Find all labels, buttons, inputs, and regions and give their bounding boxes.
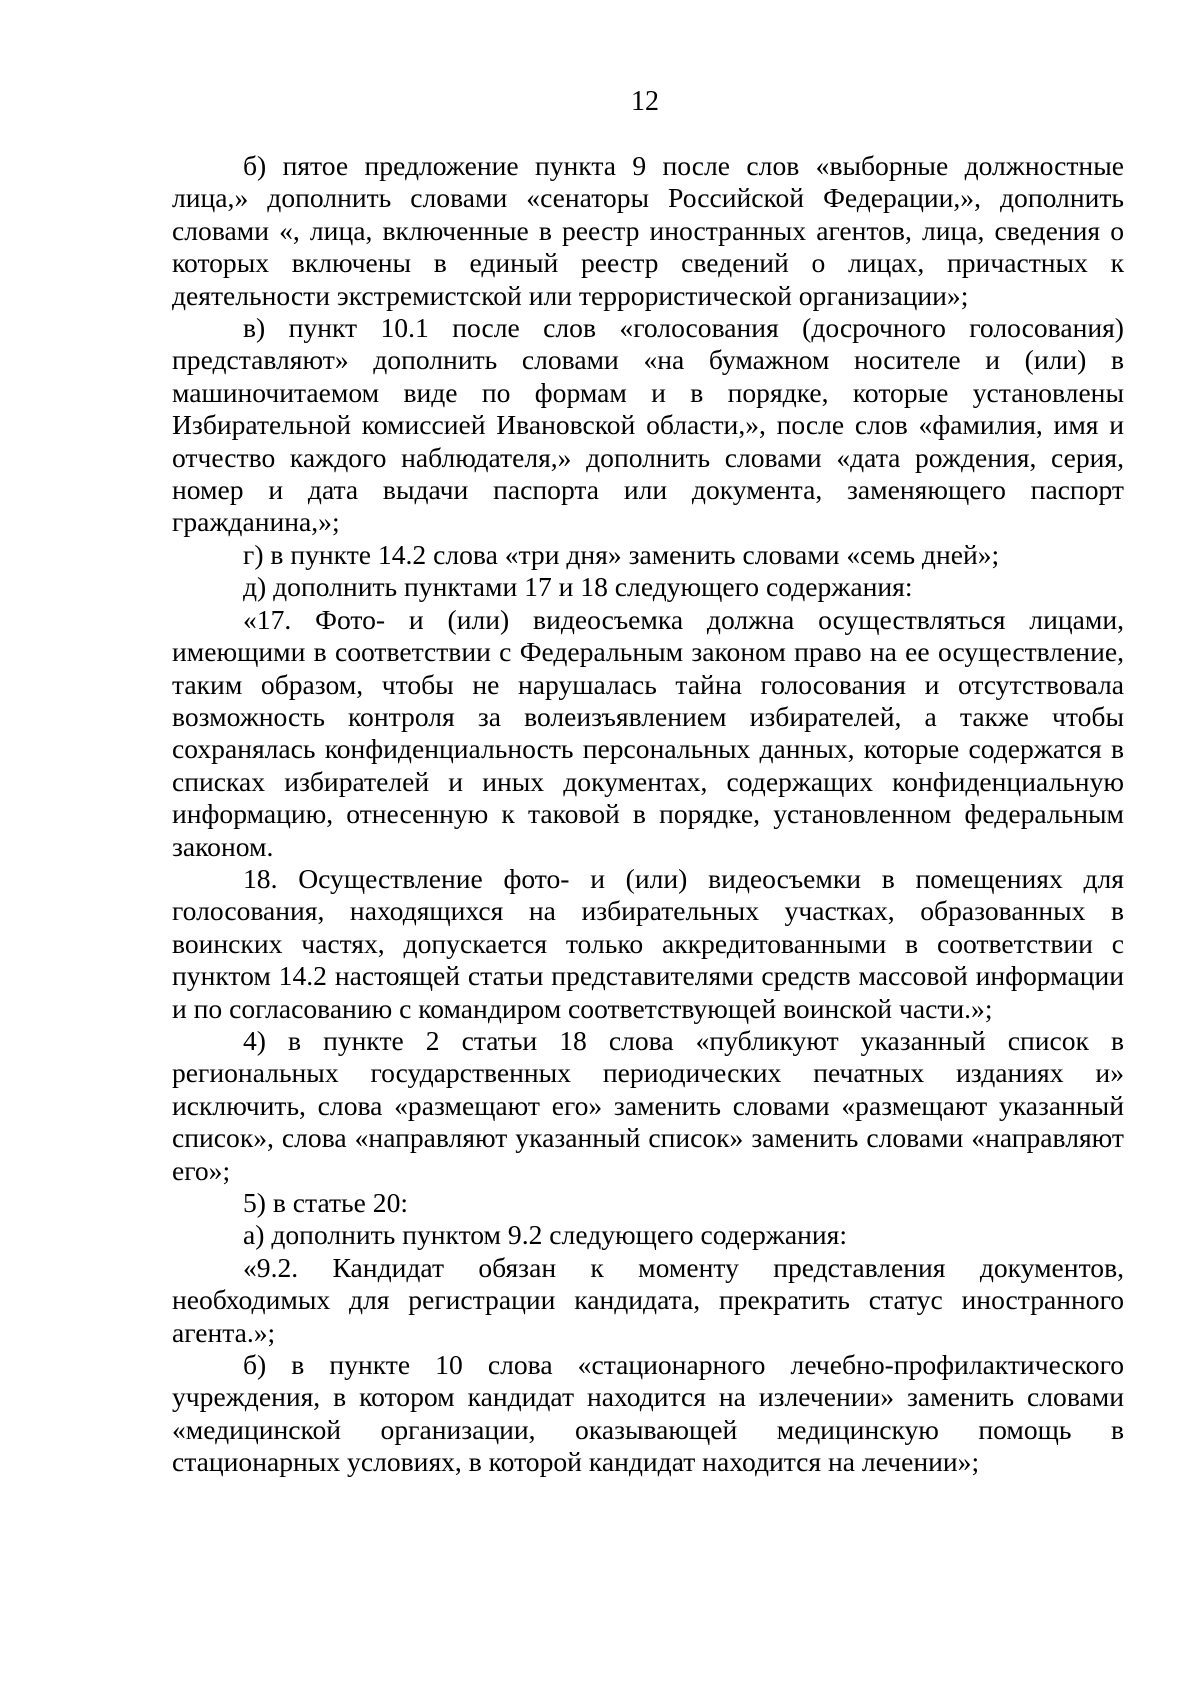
paragraph-d-add-items: д) дополнить пунктами 17 и 18 следующего содержания: [243,571,913,603]
paragraph-5-article-20: 5) в статье 20: [243,1187,409,1218]
paragraph-b-item-10: б) в пункте 10 слова «стационарного лечебно-профилактического учреждения, в котором кандидат находится на излечении» заменить словами «медицинской организации, оказывающей медицинскую помощь в стационарных условиях, в которой кандидат находится на лечении»; [172,1349,1124,1478]
page-number: 12 [631,86,659,117]
paragraph-item-17: «17. Фото- и (или) видеосъемка должна осуществляться лицами, имеющими в соответствии с Федеральным законом право на ее осуществление, таким образом, чтобы не нарушалась тайна голосования и отсутствовала возможность контроля за волеизъявлением избирателей, а также чтобы сохранялась конфиденциальность персональных данных, которые содержатся в списках избирателей и иных документах, содержащих конфиденциальную информацию, отнесенную к таковой в порядке, установленном федеральным законом. [172,603,1124,862]
paragraph-4-article-18: 4) в пункте 2 статьи 18 слова «публикуют указанный список в региональных государственных периодических печатных изданиях и» исключить, слова «размещают его» заменить словами «размещают указанный список», слова «направляют указанный список» заменить словами «направляют его»; [172,1024,1124,1186]
paragraph-item-9-2-text: «9.2. Кандидат обязан к моменту представления документов, необходимых для регистрации кандидата, прекратить статус иностранного агента.»; [172,1251,1124,1348]
document-body [172,150,1124,1479]
paragraph-item-18: 18. Осуществление фото- и (или) видеосъемки в помещениях для голосования, находящихся на избирательных участках, образованных в воинских частях, допускается только аккредитованными в соответствии с пунктом 14.2 настоящей статьи представителями средств массовой информации и по согласованию с командиром соответствующей воинской части.»; [172,862,1124,1024]
paragraph-g-item-14-2: г) в пункте 14.2 слова «три дня» заменить словами «семь дней»; [243,538,1000,570]
paragraph-b-item-9: б) пятое предложение пункта 9 после слов «выборные должностные лица,» дополнить словами «сенаторы Российской Федерации,», дополнить словами «, лица, включенные в реестр иностранных агентов, лица, сведения о которых включены в единый реестр сведений о лицах, причастных к деятельности экстремистской или террористической организации»; [172,150,1124,311]
paragraph-a-item-9-2: а) дополнить пунктом 9.2 следующего содержания: [243,1219,848,1251]
paragraph-v-item-10-1: в) пункт 10.1 после слов «голосования (досрочного голосования) представляют» дополнить словами «на бумажном носителе и (или) в машиночитаемом виде по формам и в порядке, которые установлены Избирательной комиссией Ивановской области,», после слов «фамилия, имя и отчество каждого наблюдателя,» дополнить словами «дата рождения, серия, номер и дата выдачи паспорта или документа, заменяющего паспорт гражданина,»; [172,312,1124,538]
